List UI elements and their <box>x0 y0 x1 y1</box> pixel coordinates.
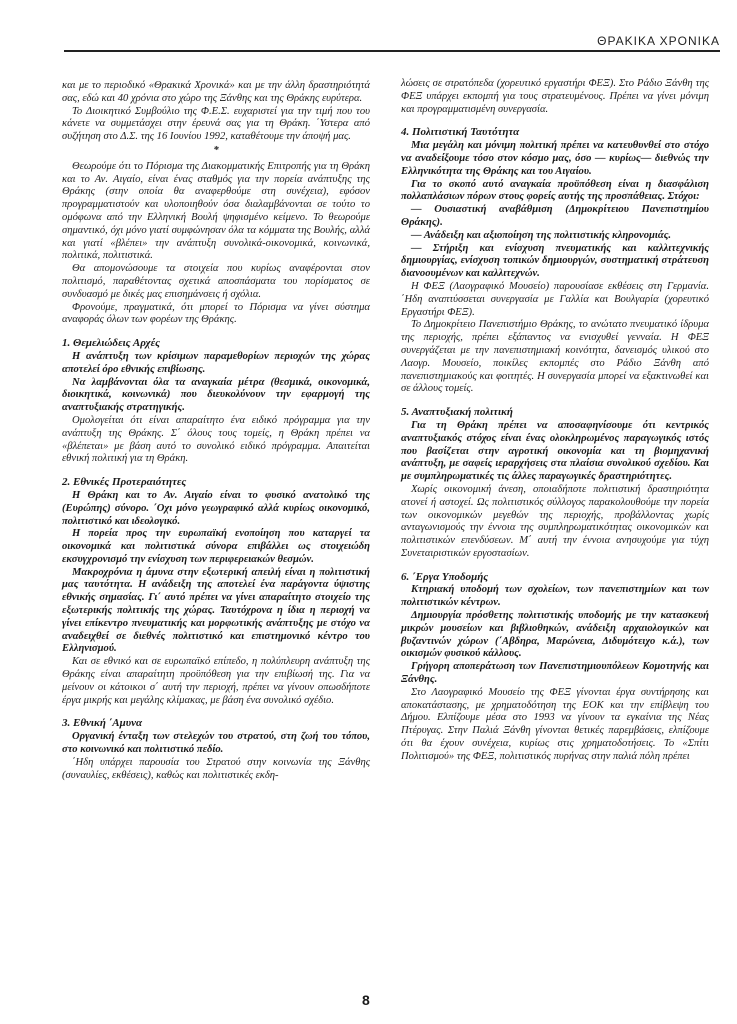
quoted-paragraph: — Ουσιαστική αναβάθμιση (Δημοκρίτειου Πανεπιστημίου Θράκης). <box>401 204 709 228</box>
quoted-paragraph: Η Θράκη και το Αν. Αιγαίο είναι το φυσικό ανατολικό της (Ευρώπης) σύνορο. ΄Οχι μόνο γεωγραφικό αλλά κυρίως οικονομικό, πολιτιστικό και ιδεολογικό. <box>62 489 370 527</box>
body-paragraph: Και σε εθνικό και σε ευρωπαϊκό επίπεδο, η πολύπλευρη ανάπτυξη της Θράκης είναι απαραίτητη προϋπόθεση για την επιβίωσή της. Για να μείνουν οι κάτοικοι σ΄ αυτή την περιοχή, πρέπει να γίνουν οπωσδήποτε έργα μικρής και μεγάλης κλίμακας, με βάση ένα συνολικό σχέδιο. <box>62 656 370 706</box>
body-paragraph: ΄Ηδη υπάρχει παρουσία του Στρατού στην κοινωνία της Ξάνθης (συναυλίες, εκθέσεις), καθώς και πολιτιστικές εκδη- <box>62 756 370 781</box>
body-paragraph: Ομολογείται ότι είναι απαραίτητο ένα ειδικό πρόγραμμα για την ανάπτυξη της Θράκης. Σ΄ όλους τους τομείς, η Θράκη πρέπει να «βλέπεται» με βάση αυτό το συνολικό ειδικό πρόγραμμα. Απαιτείται εθνική πολιτική για τη Θράκη. <box>62 414 370 465</box>
section-heading: 3. Εθνική ΄Αμυνα <box>62 717 143 730</box>
quoted-paragraph: Για το σκοπό αυτό αναγκαία προϋπόθεση είναι η διασφάλιση πολλαπλάσιων πόρων στους φορείς αυτής της προσπάθειας. Στόχοι: <box>401 178 709 203</box>
quoted-paragraph: Να λαμβάνονται όλα τα αναγκαία μέτρα (θεσμικά, οικονομικά, διοικητικά, κοινωνικά) που διευκολύνουν την εφαρμογή της αναπτυξιακής στρατηγικής. <box>62 376 370 414</box>
body-paragraph: Το Δημοκρίτειο Πανεπιστήμιο Θράκης, το ανώτατο πνευματικό ίδρυμα της περιοχής, πρέπει εξάπαντος να ενισχυθεί γενναία. Η ΦΕΞ συνεργάζεται με την πανεπιστημιακή κοινότητα, δανεισμός υλικού στο Λαογρ. Μουσείο, ποικίλες εκπομπές στο Ράδιο Ξάνθη από πανεπιστημιακούς και φοιτητές. Η συνεργασία μπορεί να εξακτινωθεί και σε άλλους τομείς. <box>401 319 709 395</box>
journal-title: ΘΡΑΚΙΚΑ ΧΡΟΝΙΚΑ <box>597 34 720 48</box>
section-heading: 2. Εθνικές Προτεραιότητες <box>62 476 187 489</box>
intro-paragraph: και με το περιοδικό «Θρακικά Χρονικά» και με την άλλη δραστηριότητά σας, εδώ και 40 χρόνια στο χώρο της Ξάνθης και της Θράκης ευρύτερα. <box>62 80 370 104</box>
section-separator: * <box>213 144 219 156</box>
quoted-paragraph: Μια μεγάλη και μόνιμη πολιτική πρέπει να κατευθυνθεί στο στόχο να αναδείξουμε τόσο στον κόσμο μας, όσο — κυρίως— διεθνώς την Ελληνικότητα της Θράκης και του Αιγαίου. <box>401 140 709 177</box>
body-paragraph: λώσεις σε στρατόπεδα (χορευτικό εργαστήρι ΦΕΞ). Στο Ράδιο Ξάνθη της ΦΕΞ υπάρχει εκπομπή για τους στρατευμένους. Πρέπει να γίνει μόνιμη και προγραμματισμένη συνεργασία. <box>401 78 709 115</box>
left-column <box>62 80 370 782</box>
quoted-paragraph: Για τη Θράκη πρέπει να αποσαφηνίσουμε ότι κεντρικός αναπτυξιακός στόχος είναι ένας ολοκληρωμένος παραγωγικός ιστός που βασίζεται στην αγροτική οικονομία και τη βιομηχανική ανάπτυξη, με σαφείς ιεραρχήσεις στα πλαίσια συνολικού σχεδίου. Και με συμπληρωματικές τις άλλες παραγωγικές δραστηριότητες. <box>401 419 709 483</box>
quoted-paragraph: Κτηριακή υποδομή των σχολείων, των πανεπιστημίων και των πολιτιστικών κέντρων. <box>401 584 709 609</box>
intro-paragraph: Το Διοικητικό Συμβούλιο της Φ.Ε.Σ. ευχαριστεί για την τιμή που του κάνετε να συμμετάσχει στην έρευνά σας για τη Θράκη. ΄Υστερα από συζήτηση στο Δ.Σ. της 16 Ιουνίου 1992, καταθέτουμε την άποψή μας. <box>62 105 370 143</box>
quoted-paragraph: Γρήγορη αποπεράτωση των Πανεπιστημιουπόλεων Κομοτηνής και Ξάνθης. <box>401 661 709 686</box>
quoted-paragraph: Η πορεία προς την ευρωπαϊκή ενοποίηση που καταργεί τα οικονομικά και πολιτιστικά σύνορα επιβάλλει ως στοιχειώδη εκσυγχρονισμό την ενίσχυση των περιφερειακών θεσμών. <box>62 528 370 565</box>
page-number: 8 <box>362 992 370 1008</box>
quoted-paragraph: — Ανάδειξη και αξιοποίηση της πολιτιστικής κληρονομιάς. <box>411 229 672 241</box>
page-header <box>64 30 720 52</box>
body-paragraph: Στο Λαογραφικό Μουσείο της ΦΕΞ γίνονται έργα συντήρησης και αποκατάστασης, με χρηματοδότηση της ΕΟΚ και την επίβλεψη του Δήμου. Ελπίζουμε μέσα στο 1993 να γίνουν τα εγκαίνια της Νέας Πτέρυγας. Στην Παλιά Ξάνθη γίνονται θετικές παρεμβάσεις, ελπίζουμε ότι θα έχουν συνέχεια, κυρίως στις χρηματοδοτήσεις. Το «Σπίτι Πολιτισμού» της ΦΕΞ, πολιτιστικός πυρήνας στην παλιά πόλη πρέπει <box>401 686 709 762</box>
quoted-paragraph: Η ανάπτυξη των κρίσιμων παραμεθορίων περιοχών της χώρας αποτελεί όρο εθνικής επιβίωσης. <box>62 350 370 375</box>
right-column <box>401 78 709 764</box>
quoted-paragraph: Δημιουργία πρόσθετης πολιτιστικής υποδομής με την κατασκευή μικρών μουσείων και βιβλιοθηκών, ανάδειξη αρχαιολογικών και βυζαντινών χώρων (΄Αβδηρα, Μαρώνεια, Διδυμότειχο κ.ά.), των οικισμών φυσικού κάλλους. <box>401 610 709 660</box>
section-heading: 1. Θεμελιώδεις Αρχές <box>62 337 161 350</box>
section-heading: 4. Πολιτιστική Ταυτότητα <box>401 126 520 139</box>
body-paragraph: Χωρίς οικονομική άνεση, οποιαδήποτε πολιτιστική δραστηριότητα ατονεί ή αστοχεί. Ως πολιτιστικός σύλλογος παρακολουθούμε την πορεία των οικονομικών μεγεθών της περιοχής, προβάλλοντας χωρίς ανταγωνισμούς την έννοια της συμπληρωματικότητας οικονομικών και πολιτιστικών επενδύσεων. Μ΄ αυτή την έννοια ανησυχούμε για τύχη Συνεταιριστικών εργοστασίων. <box>401 483 709 559</box>
quoted-paragraph: Μακροχρόνια η άμυνα στην εξωτερική απειλή είναι η πολιτιστική μας ταυτότητα. Η ανάδειξη της αποτελεί ένα παράγοντα ύψιστης εθνικής σημασίας. Γι΄ αυτό πρέπει να γίνει απαραίτητο στοιχείο της εξωτερικής πολιτικής της χώρας. Ταυτόχρονα η ίδια η περιοχή να γίνει επίκεντρο πνευματικής και μορφωτικής ανάπτυξης με στόχο να αναδειχθεί σε διεθνές πολιτιστικό και επιστημονικό κέντρο του Ελληνισμού. <box>62 566 370 655</box>
body-paragraph: Η ΦΕΞ (Λαογραφικό Μουσείο) παρουσίασε εκθέσεις στη Γερμανία. ΄Ηδη αναπτύσσεται συνεργασία με Γαλλία και Βουλγαρία (χορευτικό Εργαστήρι ΦΕΞ). <box>401 280 709 318</box>
body-paragraph: Θα απομονώσουμε τα στοιχεία που κυρίως αναφέρονται στον πολιτισμό, παραθέτοντας σχετικά αποσπάσματα του πορίσματος σε συνδυασμό με δικές μας επισημάνσεις ή σχόλια. <box>62 263 370 300</box>
section-heading: 5. Αναπτυξιακή πολιτική <box>401 406 513 419</box>
quoted-paragraph: — Στήριξη και ενίσχυση πνευματικής και καλλιτεχνικής δημιουργίας, ενίσχυση τοπικών δημιουργών, συστηματική στράτευση διανοουμένων και καλλιτεχνών. <box>401 242 709 280</box>
quoted-paragraph: Οργανική ένταξη των στελεχών του στρατού, στη ζωή του τόπου, στο κοινωνικό και πολιτιστικό πεδίο. <box>62 731 370 756</box>
body-paragraph: Θεωρούμε ότι το Πόρισμα της Διακομματικής Επιτροπής για τη Θράκη και το Αν. Αιγαίο, είναι ένας σταθμός για την πορεία ανάπτυξης της Θράκης (στην οποία θα αναφερθούμε στη συνέχεια), εφόσον προγραμματιστούν και υλοποιηθούν όσα διαλαμβάνονται σε τούτο το ομόφωνα από την Ελληνική Βουλή ψηφισμένο κείμενο. Το θεωρούμε σημαντικό, όχι μόνο γιατί συμφώνησαν όλα τα κόμματα της Βουλής, αλλά και γιατί «βλέπει» την ανάπτυξη συνολικά-οικονομικά, κοινωνικά, πολιτικά, πολιτιστικά. <box>62 160 370 262</box>
section-heading: 6. ΄Εργα Υποδομής <box>401 570 489 583</box>
body-paragraph: Φρονούμε, πραγματικά, ότι μπορεί το Πόρισμα να γίνει σύστημα αναφοράς όλων των φορέων της Θράκης. <box>62 301 370 326</box>
